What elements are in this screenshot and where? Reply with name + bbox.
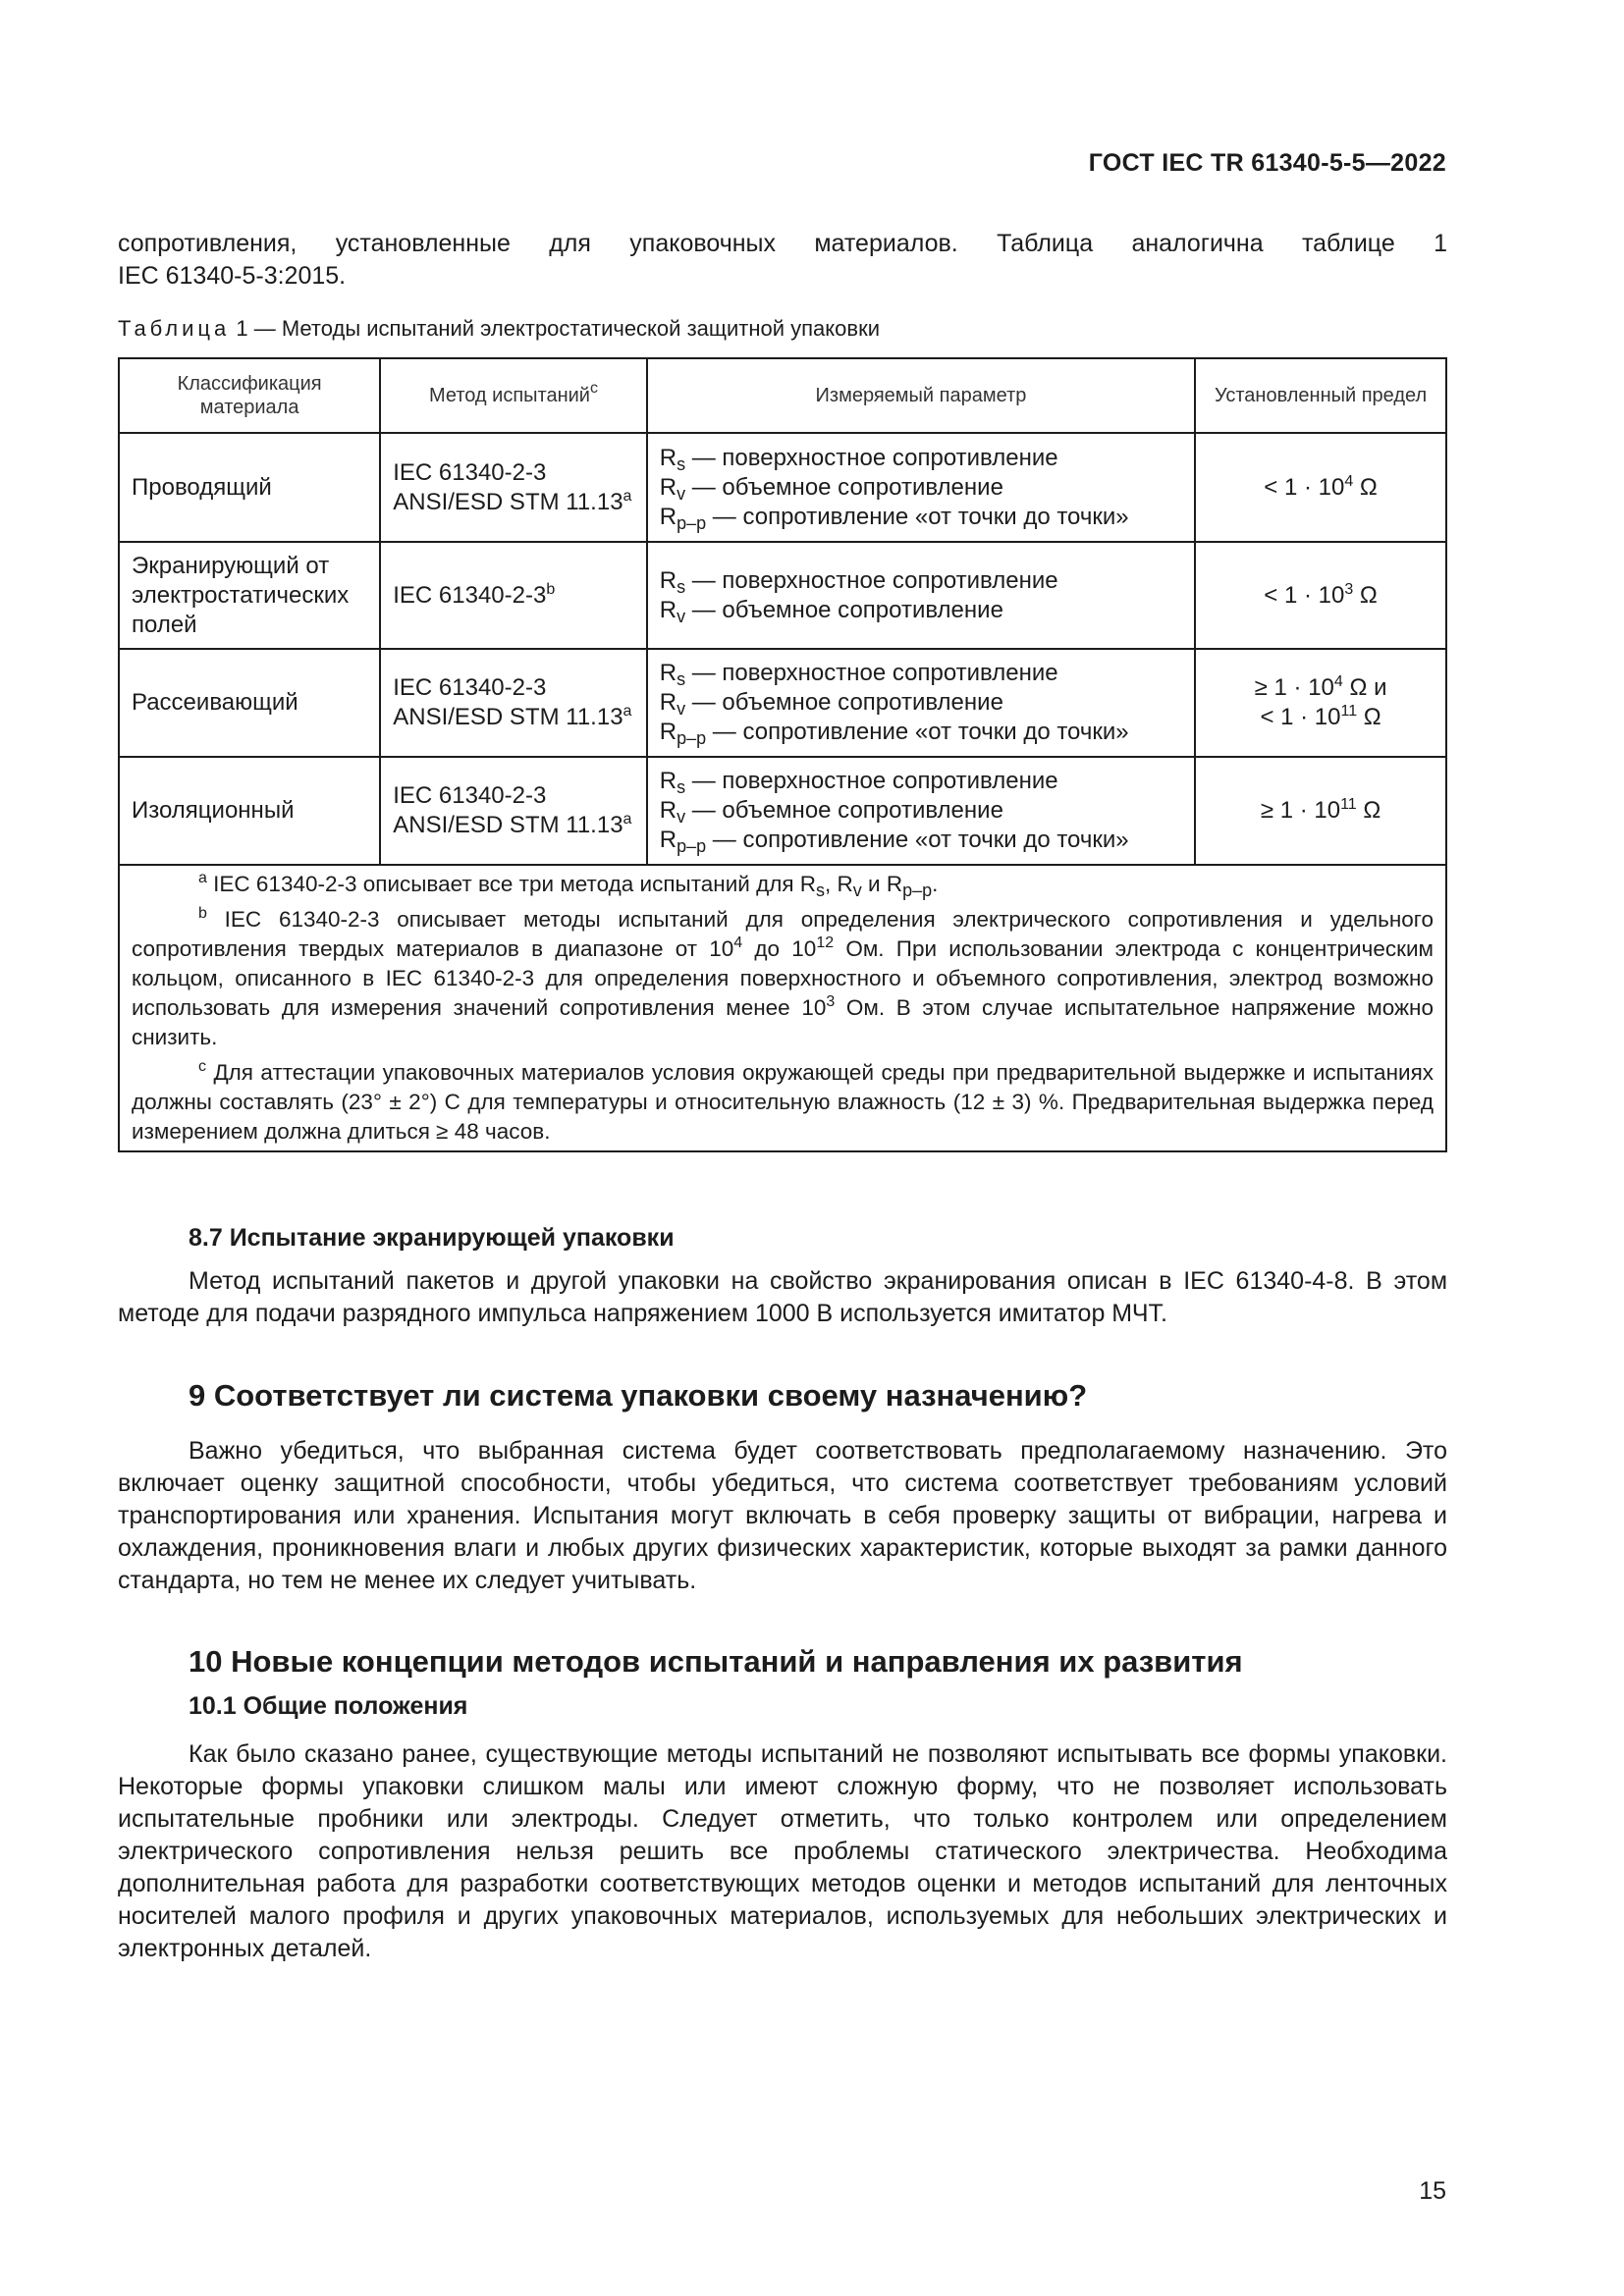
symbol-rv: $R_v$ (659, 797, 686, 827)
cell-parameter (647, 757, 1195, 865)
cell-classification: Проводящий (119, 433, 380, 542)
param-rv (660, 796, 1182, 826)
symbol-rs: $R_s$ (659, 566, 686, 597)
header-method-footnote: c (589, 380, 598, 397)
header-classification: Классификация материала (119, 358, 380, 433)
param-rs (660, 767, 1182, 796)
section-10-1-title: 10.1 Общие положения (189, 1692, 468, 1720)
method-line: IEC 61340-2-3 (393, 782, 547, 809)
symbol-rpp: $R_{p-p}$ (659, 503, 707, 533)
method-footnote: a (623, 487, 632, 505)
limit-unit: Ω и (1342, 674, 1387, 701)
symbol-subscript: v (677, 483, 686, 504)
footnote-text: Ом. При использовании электрода с концентрическим кольцом, описанного в IEC 61340-2-3 для определения поверхностного и объемного сопротивления, электрод возможно использовать для измерения значений сопротивления менее 10 (132, 936, 1434, 1020)
intro-line-1: сопротивления, установленные для упаковочных материалов. Таблица аналогична таблице 1 (118, 230, 1447, 257)
symbol-subscript: v (677, 606, 686, 626)
symbol-rpp: $R_{p-p}$ (659, 827, 707, 856)
header-limit: Установленный предел (1195, 358, 1446, 433)
limit-exponent: 4 (1333, 673, 1343, 690)
param-rs (660, 444, 1182, 473)
symbol-subscript: s (816, 881, 826, 900)
section-9-text: Важно убедиться, что выбранная система будет соответствовать предполагаемому назначению. Это включает оценку защитной способности, чтобы убедиться, что система соответствует требованиям условий транспортирования или хранения. Испытания могут включать в себя проверку защиты от вибрации, нагрева и охлаждения, проникновения влаги и любых других физических характеристик, которые выходят за рамки данного стандарта, но тем не менее их следует учитывать. (118, 1437, 1447, 1594)
cell-limit (1195, 757, 1446, 865)
param-text: — сопротивление «от точки до точки» (706, 827, 1129, 853)
method-footnote: a (623, 703, 632, 720)
footnote-b (132, 905, 1434, 1052)
footnote-mark: a (198, 870, 207, 886)
param-text: — поверхностное сопротивление (685, 566, 1058, 594)
footnote-text: до 10 (742, 936, 817, 961)
param-text: — сопротивление «от точки до точки» (706, 719, 1129, 745)
page-number: 15 (1419, 2177, 1446, 2205)
limit-base: ≥ 1 · 10 (1260, 797, 1341, 824)
exponent: 12 (816, 934, 835, 951)
section-9-title: 9 Соответствует ли система упаковки своему назначению? (189, 1378, 1088, 1413)
symbol-subscript: v (852, 881, 862, 900)
cell-parameter (647, 542, 1195, 649)
symbol-subscript: p–p (677, 728, 707, 748)
param-rs (660, 566, 1182, 596)
section-8-7-text: Метод испытаний пакетов и другой упаковки на свойство экранирования описан в IEC 61340-4-8. В этом методе для подачи разрядного импульса напряжением 1000 В используется имитатор МЧТ. (118, 1267, 1447, 1327)
param-text: — объемное сопротивление (685, 797, 1003, 824)
section-10-1-text: Как было сказано ранее, существующие методы испытаний не позволяют испытывать все формы упаковки. Некоторые формы упаковки слишком малы или имеют сложную форму, что не позволяет использовать испытательные пробники или электроды. Следует отметить, что только контролем или определением электрического сопротивления нельзя решить все проблемы статического электричества. Необходима дополнительная работа для разработки соответствующих методов оценки и методов испытаний для ленточных носителей малого профиля и других упаковочных материалов, используемых для небольших электрических и электронных деталей. (118, 1740, 1447, 1962)
symbol-rv: $R_v$ (659, 473, 686, 504)
symbol-rs: $R_s$ (659, 660, 686, 689)
table-row (119, 757, 1446, 865)
table-row (119, 542, 1446, 649)
limit-line (1208, 673, 1434, 703)
method-line-text: ANSI/ESD STM 11.13 (393, 704, 623, 730)
cell-limit (1195, 649, 1446, 757)
footnote-a: $^a$ IEC 61340-2-3 описывает все три метода испытаний для $R_s$, $R_v$ и $R_{p-p}$. (198, 870, 939, 900)
table-notes-row (119, 865, 1446, 1151)
footnote-mark: b (198, 905, 207, 922)
param-rs (660, 659, 1182, 688)
exponent: 4 (733, 934, 743, 951)
table-row (119, 433, 1446, 542)
limit-unit: Ω (1353, 473, 1378, 501)
symbol-rs: $R_s$ (659, 444, 686, 474)
symbol-rv: $R_v$ (659, 596, 686, 626)
header-parameter: Измеряемый параметр (647, 358, 1195, 433)
limit-exponent: 11 (1340, 796, 1357, 813)
limit-exponent: 3 (1344, 580, 1354, 598)
symbol-rv: $R_v$ (837, 872, 862, 900)
param-text: — поверхностное сопротивление (685, 444, 1058, 471)
symbol-subscript: p–p (677, 512, 707, 533)
header-method-text: Метод испытаний (428, 385, 590, 406)
section-8-7 (118, 1224, 1447, 1330)
test-methods-table (118, 357, 1447, 1152)
cell-method (380, 542, 647, 649)
table-header-row (119, 358, 1446, 433)
symbol-rs: $R_s$ (659, 768, 686, 797)
section-8-7-title: 8.7 Испытание экранирующей упаковки (189, 1224, 675, 1252)
method-line-text: ANSI/ESD STM 11.13 (393, 488, 623, 515)
table-row (119, 649, 1446, 757)
cell-classification: Экранирующий от электростатических полей (119, 542, 380, 649)
param-rv (660, 596, 1182, 625)
standard-code-header: ГОСТ IEC TR 61340-5-5—2022 (1088, 149, 1446, 177)
param-text: — объемное сопротивление (685, 596, 1003, 623)
limit-base: < 1 · 10 (1264, 473, 1345, 501)
param-text: — поверхностное сопротивление (685, 768, 1058, 794)
symbol-subscript: s (677, 454, 686, 474)
section-9 (118, 1378, 1447, 1597)
header-method (380, 358, 647, 433)
symbol-subscript: s (677, 669, 686, 689)
section-10 (118, 1644, 1447, 1965)
method-line (393, 811, 634, 840)
param-text: — поверхностное сопротивление (685, 660, 1058, 686)
param-rpp (660, 718, 1182, 747)
symbol-rv: $R_v$ (659, 689, 686, 719)
limit-base: ≥ 1 · 10 (1254, 674, 1334, 701)
table-caption (118, 316, 880, 342)
cell-limit (1195, 542, 1446, 649)
param-text: — сопротивление «от точки до точки» (706, 503, 1129, 530)
footnote-text: IEC 61340-2-3 описывает все три метода испытаний для R (206, 872, 817, 896)
param-text: — объемное сопротивление (685, 689, 1003, 716)
intro-paragraph (118, 228, 1447, 293)
footnote-text: IEC 61340-2-3 описывает методы испытаний для определения электрического сопротивления и удельного сопротивления твердых материалов в диапазоне от 10 (132, 907, 1434, 961)
limit-unit: Ω (1353, 581, 1378, 609)
symbol-subscript: v (677, 807, 686, 827)
section-10-title: 10 Новые концепции методов испытаний и направления их развития (189, 1644, 1243, 1679)
param-rpp (660, 826, 1182, 855)
footnote-mark: c (198, 1058, 206, 1075)
method-line-text: ANSI/ESD STM 11.13 (393, 812, 623, 838)
cell-classification: Изоляционный (119, 757, 380, 865)
symbol-rpp: $R_{p-p}$ (886, 872, 933, 900)
limit-unit: Ω (1356, 797, 1381, 824)
cell-parameter (647, 433, 1195, 542)
table-notes (119, 865, 1446, 1151)
symbol-rs (816, 872, 826, 900)
cell-method (380, 757, 647, 865)
cell-classification: Рассеивающий (119, 649, 380, 757)
limit-base: < 1 · 10 (1260, 704, 1341, 730)
symbol-rpp: $R_{p-p}$ (659, 719, 707, 748)
cell-limit (1195, 433, 1446, 542)
limit-base: < 1 · 10 (1264, 581, 1345, 609)
method-line (393, 703, 634, 732)
symbol-subscript: s (677, 576, 686, 597)
footnote-text: Для аттестации упаковочных материалов условия окружающей среды при предварительной выдержке и испытаниях должны составлять (23° ± 2°) С для температуры и относительную влажность (12 ± 3) %. Предварительная выдержка перед измерением должна длиться ≥ 48 часов. (132, 1060, 1434, 1144)
cell-method (380, 649, 647, 757)
param-text: — объемное сопротивление (685, 473, 1003, 501)
method-line: IEC 61340-2-3 (393, 458, 547, 486)
limit-line (1208, 703, 1434, 732)
method-line (393, 488, 634, 517)
symbol-subscript: p–p (902, 881, 933, 900)
param-rv (660, 473, 1182, 503)
method-footnote: b (546, 580, 556, 598)
method-line (393, 581, 634, 611)
footnote-c (132, 1058, 1434, 1147)
symbol-subscript: p–p (677, 836, 707, 856)
cell-method (380, 433, 647, 542)
method-line-text: IEC 61340-2-3 (393, 581, 547, 609)
limit-unit: Ω (1357, 704, 1381, 730)
limit-exponent: 4 (1344, 472, 1354, 490)
table-caption-title: 1 — Методы испытаний электростатической защитной упаковки (230, 316, 880, 341)
exponent: 3 (826, 993, 836, 1010)
symbol-subscript: s (677, 777, 686, 797)
param-rv (660, 688, 1182, 718)
table-caption-label: Таблица (118, 316, 231, 341)
intro-line-2: IEC 61340-5-3:2015. (118, 262, 347, 290)
limit-exponent: 11 (1340, 703, 1358, 720)
method-footnote: a (623, 811, 632, 828)
method-line: IEC 61340-2-3 (393, 674, 547, 701)
cell-parameter (647, 649, 1195, 757)
param-rpp (660, 503, 1182, 532)
footnote-text: Ом. В этом случае испытательное напряжение можно снизить. (132, 995, 1434, 1049)
symbol-subscript: v (677, 699, 686, 719)
